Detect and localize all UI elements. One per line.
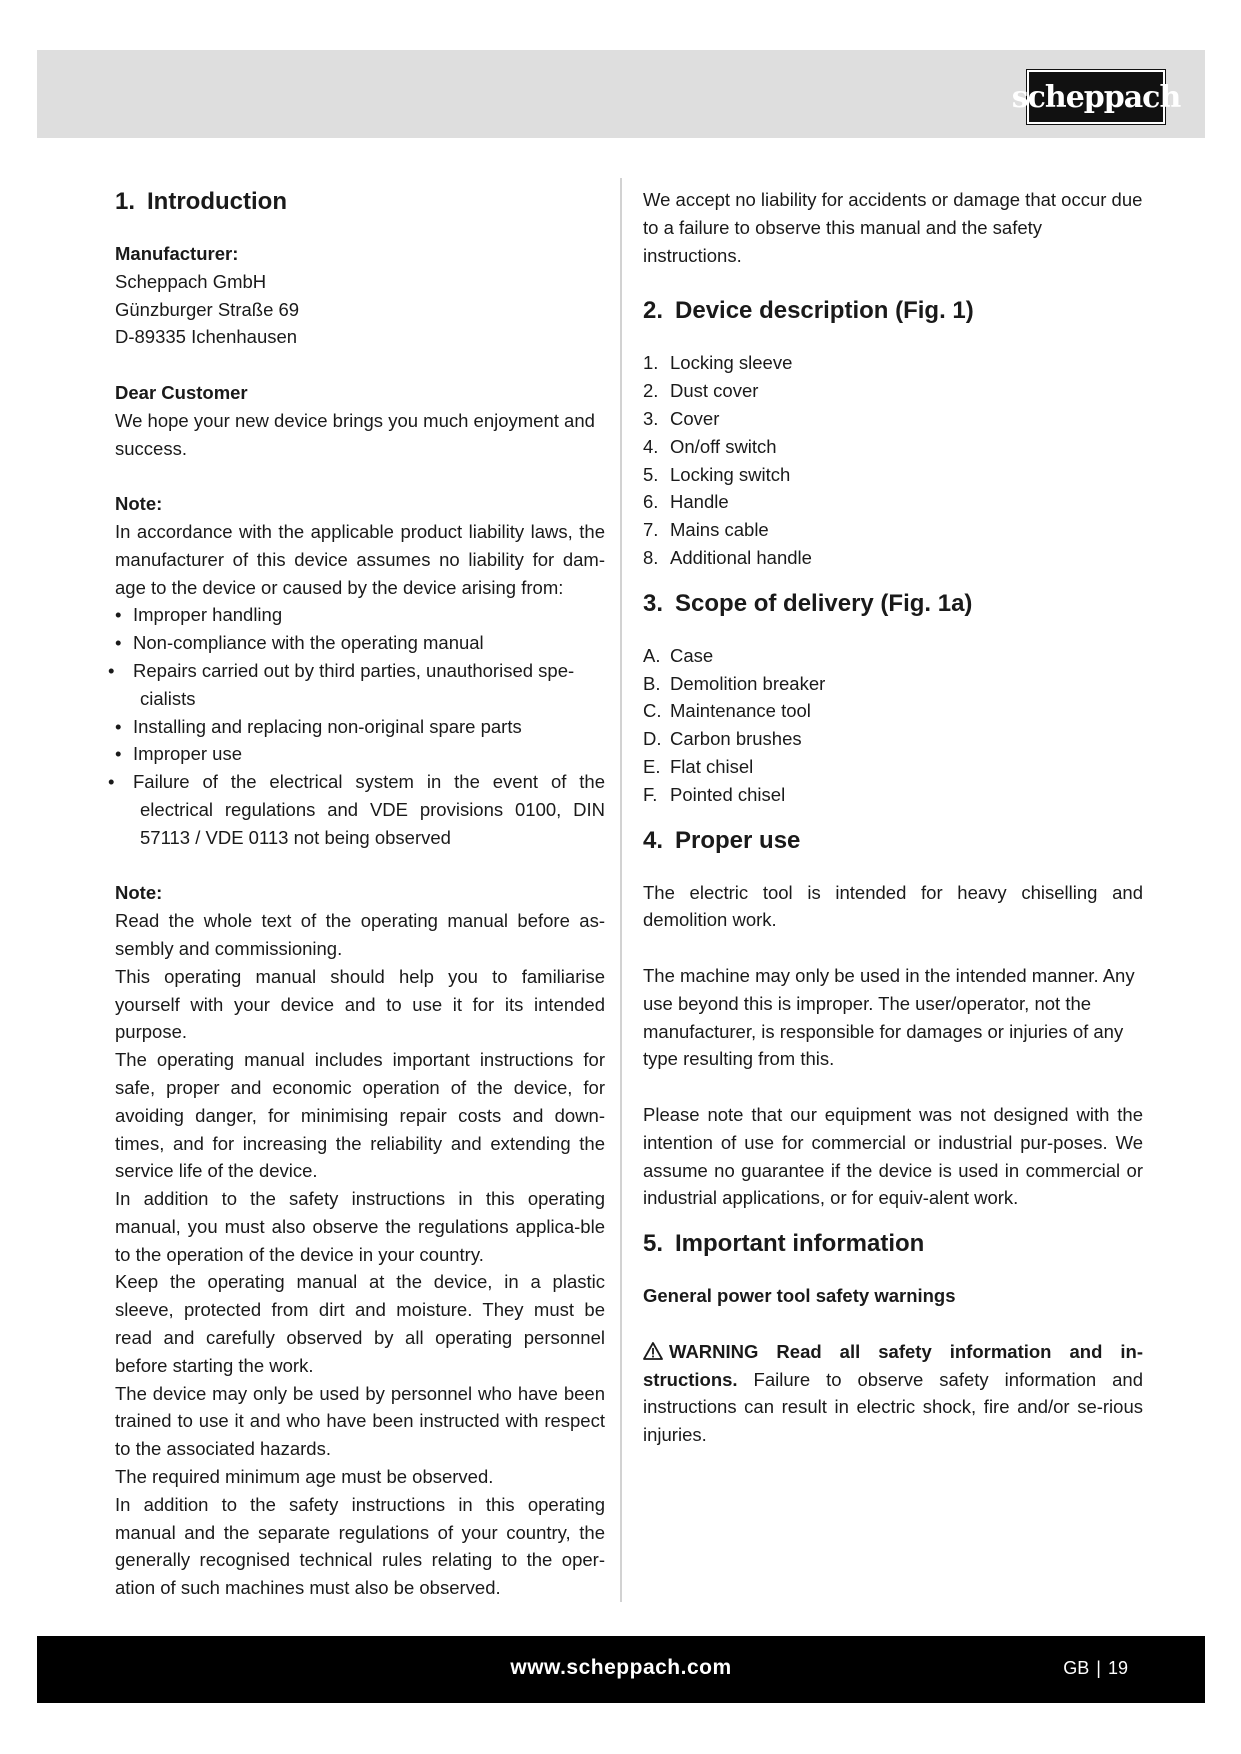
manufacturer-line: Scheppach GmbH [115, 270, 267, 292]
important-information-heading: 5. Important information [643, 1230, 925, 1258]
note-label: Note: [115, 493, 163, 515]
list-item: F. Pointed chisel [643, 783, 786, 805]
list-item: • Installing and replacing non-original spare parts [115, 713, 605, 741]
paragraph: The required minimum age must be observed. [115, 1466, 494, 1488]
scope-list [643, 642, 1143, 809]
paragraph: Keep the operating manual at the device, in a plastic sleeve, protected from dirt and moisture. They must be read and carefully observed by all operating personnel before starting the work. [115, 1271, 605, 1376]
note-text: In accordance with the applicable product liability laws, the manufacturer of this device assumes no liability for dam-age to the device or caused by the device arising from: [115, 520, 605, 598]
footer-bar [37, 1636, 1205, 1703]
list-item: • Improper use [115, 740, 605, 768]
scope-of-delivery-heading: 3. Scope of delivery (Fig. 1a) [643, 589, 973, 617]
device-description-heading: 2. Device description (Fig. 1) [643, 297, 974, 325]
list-item: 7. Mains cable [643, 519, 769, 541]
list-item: 1. Locking sleeve [643, 352, 793, 374]
paragraph: This operating manual should help you to familiarise yourself with your device and to use it for its intended purpose. [115, 965, 605, 1043]
liability-paragraph: We accept no liability for accidents or damage that occur due to a failure to observe this manual and the safety instructions. [643, 189, 1143, 266]
warning-icon [643, 1342, 663, 1360]
paragraph: Please note that our equipment was not designed with the intention of use for commercial or industrial pur-poses. We assume no guarantee if the device is used in commercial or industrial applications, or for equiv-alent work. [643, 1103, 1143, 1209]
list-item: 8. Additional handle [643, 546, 812, 568]
website-link[interactable]: www.scheppach.com [510, 1656, 732, 1679]
paragraph: Read the whole text of the operating manual before as-sembly and commissioning. [115, 910, 605, 959]
list-item: 5. Locking switch [643, 463, 791, 485]
list-item: 3. Cover [643, 407, 720, 429]
language-code: GB [1063, 1658, 1090, 1678]
device-parts-list [643, 349, 1143, 571]
list-item: B. Demolition breaker [643, 672, 826, 694]
left-column [115, 186, 605, 1602]
paragraph: In addition to the safety instructions in this operating manual, you must also observe the regulations applica-ble to the operation of the device in your country. [115, 1188, 605, 1265]
paragraph: The device may only be used by personnel who have been trained to use it and who have been instructed with respect to the associated hazards. [115, 1382, 605, 1460]
dear-customer-text: We hope your new device brings you much enjoyment and success. [115, 409, 595, 459]
list-item: • Failure of the electrical system in the event of the electrical regulations and VDE provisions 0100, DIN 57113 / VDE 0113 not being observed [115, 768, 605, 851]
liability-list [115, 601, 605, 851]
paragraph: The machine may only be used in the intended manner. Any use beyond this is improper. The user/operator, not the manufacturer, is responsible for damages or injuries of any type resulting from this. [643, 964, 1135, 1070]
paragraph: The operating manual includes important instructions for safe, proper and economic operation of the device, for avoiding danger, for minimising repair costs and down-times, and for increasing the reliability and extending the service life of the device. [115, 1049, 605, 1182]
list-item: E. Flat chisel [643, 755, 754, 777]
manufacturer-label: Manufacturer: [115, 243, 239, 264]
list-item: • Improper handling [115, 601, 605, 629]
column-divider [620, 178, 622, 1602]
list-item: D. Carbon brushes [643, 728, 802, 750]
note-label: Note: [115, 882, 163, 904]
list-item: 2. Dust cover [643, 380, 759, 402]
header-band [37, 50, 1205, 138]
right-column [643, 186, 1143, 1449]
paragraph: In addition to the safety instructions in this operating manual and the separate regulations of your country, the generally recognised technical rules relating to the oper-ation of such machines must also be observed. [115, 1493, 605, 1599]
scheppach-logo[interactable]: scheppach [1027, 70, 1165, 124]
list-item: C. Maintenance tool [643, 700, 811, 722]
manufacturer-line: Günzburger Straße 69 [115, 298, 300, 320]
list-item: • Repairs carried out by third parties, unauthorised spe-cialists [115, 657, 605, 713]
warning-paragraph: WARNING Read all safety information and in-structions. Failure to observe safety information and instructions can result in electric shock, fire and/or se-rious injuries. [643, 1340, 1143, 1446]
list-item: • Non-compliance with the operating manual [115, 629, 605, 657]
proper-use-heading: 4. Proper use [643, 826, 801, 854]
list-item: 6. Handle [643, 491, 729, 513]
dear-customer-label: Dear Customer [115, 381, 248, 403]
safety-subheading: General power tool safety warnings [643, 1285, 956, 1307]
paragraph: The electric tool is intended for heavy chiselling and demolition work. [643, 881, 1143, 931]
manufacturer-line: D-89335 Ichenhausen [115, 326, 298, 348]
list-item: 4. On/off switch [643, 435, 777, 457]
introduction-heading: 1. Introduction [115, 188, 287, 215]
list-item: A. Case [643, 644, 714, 666]
page-number: 19 [1107, 1658, 1128, 1678]
page-indicator: GB | 19 [1063, 1658, 1128, 1678]
